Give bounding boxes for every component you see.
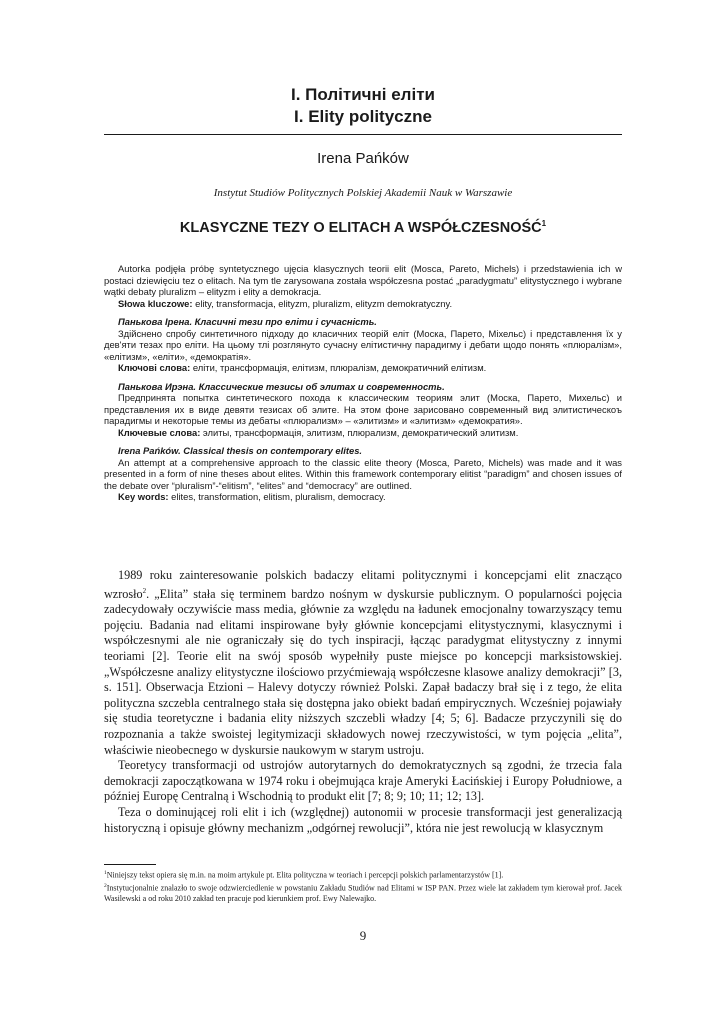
body-text-span: 1989 roku zainteresowanie polskich badaczy elitami politycznymi i koncepcjami elit znacząco wzrosło xyxy=(104,568,622,601)
abstract-en xyxy=(104,445,622,503)
abstract-text: An attempt at a comprehensive approach to the classic elite theory (Mosca, Pareto, Michels) was made and it was presented in a form of nine theses about elites. Within this framework contemporary elitist “paradigm” and chosen issues of the debate over “pluralism”-“elitism”, “elites” and “democracy” are outlined. xyxy=(104,456,622,491)
keywords xyxy=(104,491,622,503)
header-rule xyxy=(104,134,622,135)
footnote xyxy=(104,868,622,881)
keywords-label: Key words: xyxy=(118,491,169,502)
footnotes xyxy=(104,868,622,905)
keywords-label: Ключові слова: xyxy=(118,362,191,373)
abstract-ua xyxy=(104,316,622,374)
abstract-heading: Панькова Ірена. Класичні тези про еліти і сучасність. xyxy=(118,316,377,327)
footnote-rule xyxy=(104,864,156,865)
keywords-label: Ключевые слова: xyxy=(118,426,201,438)
abstract-text: Здійснено спробу синтетичного підходу до класичних теорій еліт (Моска, Парето, Міхельс) і представлення їх у дев'яти тезах про еліти. На цьому тлі розглянуто сучасну елітистичну парадигму і дебати щодо понять «плюралізм», «елітизм», «еліти», «демократія». xyxy=(104,327,622,362)
section-heading xyxy=(104,84,622,128)
abstract-ru xyxy=(104,381,622,439)
author-affiliation: Instytut Studiów Politycznych Polskiej Akademii Nauk w Warszawie xyxy=(213,187,513,199)
body-text-span: . „Elita” stała się terminem bardzo nośnym w dyskursie publicznym. O popularności pojęcia zadecydowały oczywiście mass media, głównie za względu na ładunek emocjonalny towarzyszący temu pojęciu. Badania nad elitami inspirowane były głównie koncepcjami elitystycznymi, klasycznymi i współczesnymi ale nie ograniczały się do tych inspiracji, łącząc paradygmat elitystyczny z innymi teoriami [2]. Teorie elit na swój sposób wypełniły puste miejsce po koncepcji marksistowskiej. „Współczesne analizy elitystyczne ilościowo przyćmiewają współczesne klasowe analizy demokracji” [3, s. 151]. Obserwacja Etzioni – Halevy dotyczy również Polski. Zapał badaczy brał się i z tego, że elita polityczna szczebla centralnego stała się dostępna jako obiekt badań empirycznych. Wcześniej pojawiały się studia teoretyczne i badania elity niższych szczebli władzy [4; 5; 6]. Badacze przyczynili się do rozpoznania a także swoistej legitymizacji składowych nowej rzeczywistości, w tym pojęcia „elita”, właściwie nieobecnego w dyskursie naukowym w starym ustroju. xyxy=(104,586,622,757)
keywords xyxy=(104,427,622,439)
body-text xyxy=(104,568,622,836)
article-title-text: KLASYCZNE TEZY O ELITACH A WSPÓŁCZESNOŚĆ xyxy=(179,219,542,236)
footnote-mark: 2 xyxy=(104,883,107,890)
keywords-text: elity, transformacja, elityzm, pluralizm, elityzm demokratyczny. xyxy=(192,297,453,309)
keywords-text: элиты, трансформація, элитизм, плюрализм, демократический элитизм. xyxy=(200,426,519,438)
footnote-ref[interactable]: 2 xyxy=(142,586,147,595)
footnote-text: Niniejszy tekst opiera się m.in. na moim artykule pt. Elita polityczna w teoriach i percepcji polskich parlamentarzystów [1]. xyxy=(106,870,504,880)
body-paragraph: Teoretycy transformacji od ustrojów autorytarnych do demokratycznych są zgodni, że trzecia fala demokracji zapoczątkowana w 1974 roku i obejmująca kraje Ameryki Łacińskiej i Europy Południowe, a później Europę Centralną i Wschodnią to produkt elit [7; 8; 9; 10; 11; 12; 13]. xyxy=(104,758,622,804)
abstract-text: Предпринята попытка синтетического похода к классическим теориям элит (Моска, Парето, Михельс) и представления их в виде девяти тезисах об элите. На этом фоне зарисовано современный вид элитистическоъ парадигмы и некоторые темы из дебаты «плюрализм» – «элитизм» и «элитизм» «демократия». xyxy=(104,392,622,426)
body-paragraph xyxy=(104,568,622,758)
abstract-text: Autorka podjęła próbę syntetycznego ujęcia klasycznych teorii elit (Mosca, Pareto, Michels) i przedstawienia ich w postaci dziewięciu tez o elitach. Na tym tle zarysowana została współczesna postać „paradygmatu” elitystycznego i wybrane wątki debaty pluralizm – elityzm i elity a demokracja. xyxy=(104,263,622,297)
page-number: 9 xyxy=(359,928,367,943)
article-title xyxy=(104,219,622,236)
footnote-text: Instytucjonalnie znalazło to swoje odzwierciedlenie w powstaniu Zakładu Studiów nad Elitami w ISP PAN. Przez wiele lat zakładem tym kierował prof. Jacek Wasilewski a od roku 2010 zakład ten pracuje pod kierunkiem prof. Ewy Nalewajko. xyxy=(104,883,622,904)
abstracts xyxy=(104,263,622,510)
keywords-text: elites, transformation, elitism, pluralism, democracy. xyxy=(168,491,386,502)
author-name: Irena Pańków xyxy=(317,150,409,167)
footnote xyxy=(104,881,622,904)
keywords-label: Słowa kluczowe: xyxy=(118,297,193,309)
abstract-pl xyxy=(104,263,622,309)
abstract-heading: Панькова Ирэна. Классические тезисы об элитах и современность. xyxy=(118,380,445,392)
section-heading-ua: I. Політичні еліти xyxy=(291,85,435,104)
abstract-heading: Irena Pańków. Classical thesis on contemporary elites. xyxy=(118,445,363,456)
section-heading-pl: I. Elity polityczne xyxy=(294,107,432,126)
keywords-text: еліти, трансформація, елітизм, плюралізм, демократичний елітизм. xyxy=(190,362,487,373)
footnote-mark: 1 xyxy=(104,870,107,876)
keywords xyxy=(104,298,622,310)
footnote-ref[interactable]: 1 xyxy=(541,219,547,228)
keywords xyxy=(104,362,622,374)
body-paragraph: Teza o dominującej roli elit i ich (względnej) autonomii w procesie transformacji jest generalizacją historyczną i opisuje główny mechanizm „odgórnej rewolucji”, która nie jest rewolucją w klasycznym xyxy=(104,804,622,835)
